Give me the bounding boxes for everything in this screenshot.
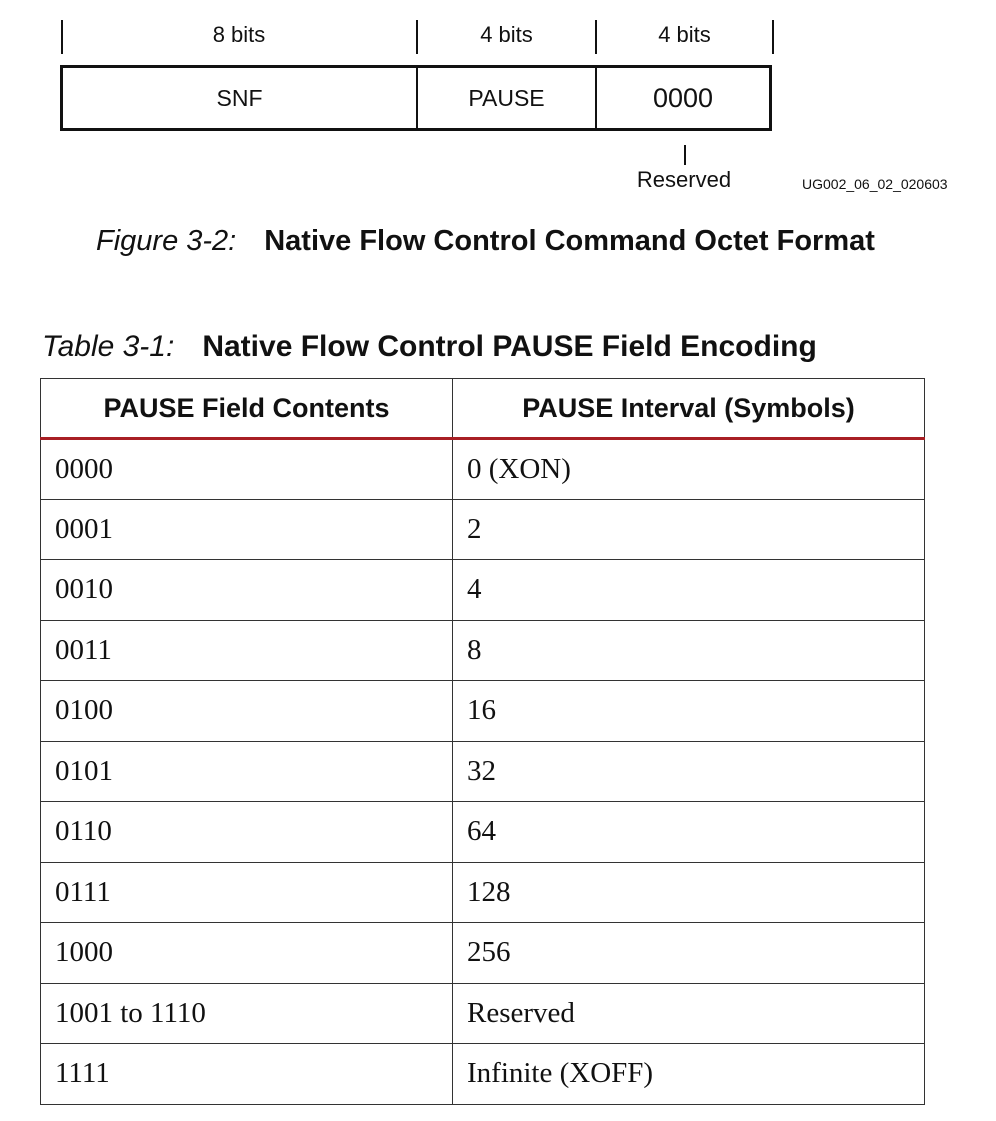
figure-caption-number: Figure 3-2:: [96, 225, 237, 257]
field-reserved-bits: 0000: [652, 82, 714, 113]
figure-caption: [96, 224, 875, 258]
cell-field-contents: 0100: [41, 681, 453, 742]
cell-interval: 16: [453, 681, 925, 742]
table-caption: [42, 330, 817, 364]
table-row: [41, 560, 925, 621]
table-row: [41, 620, 925, 681]
header-interval: PAUSE Interval (Symbols): [453, 379, 925, 439]
cell-interval: 4: [453, 560, 925, 621]
bits-label-snf: 8 bits: [212, 22, 266, 47]
reserved-label: Reserved: [636, 167, 732, 192]
table-caption-title: Native Flow Control PAUSE Field Encoding: [202, 330, 817, 363]
cell-field-contents: 0000: [41, 439, 453, 500]
cell-interval: Reserved: [453, 983, 925, 1044]
cell-field-contents: 0010: [41, 560, 453, 621]
table-row: [41, 1044, 925, 1105]
cell-interval: 256: [453, 923, 925, 984]
cell-interval: Infinite (XOFF): [453, 1044, 925, 1105]
cell-interval: 0 (XON): [453, 439, 925, 500]
cell-interval: 32: [453, 741, 925, 802]
cell-interval: 128: [453, 862, 925, 923]
field-pause: PAUSE: [468, 84, 545, 111]
header-field-contents: PAUSE Field Contents: [41, 379, 453, 439]
bits-label-pause: 4 bits: [480, 22, 533, 47]
table-row: [41, 741, 925, 802]
pause-encoding-table: [40, 378, 925, 1105]
octet-box: [60, 65, 772, 131]
cell-field-contents: 1001 to 1110: [41, 983, 453, 1044]
reserved-callout-line: [684, 145, 686, 165]
table-row: [41, 439, 925, 500]
bits-label-reserved: 4 bits: [658, 22, 711, 47]
cell-interval: 64: [453, 802, 925, 863]
figure-code: UG002_06_02_020603: [802, 176, 948, 192]
cell-field-contents: 1000: [41, 923, 453, 984]
cell-field-contents: 0110: [41, 802, 453, 863]
table-caption-number: Table 3-1:: [42, 330, 175, 363]
table-row: [41, 923, 925, 984]
table-row: [41, 802, 925, 863]
field-snf: SNF: [216, 84, 263, 111]
table-row: [41, 983, 925, 1044]
cell-field-contents: 0011: [41, 620, 453, 681]
cell-interval: 2: [453, 499, 925, 560]
cell-field-contents: 0101: [41, 741, 453, 802]
cell-field-contents: 0111: [41, 862, 453, 923]
table-row: [41, 499, 925, 560]
table-header-row: [41, 379, 925, 439]
octet-format-figure: [0, 0, 996, 200]
bit-boundary-tick: [772, 20, 774, 54]
table-row: [41, 681, 925, 742]
figure-caption-title: Native Flow Control Command Octet Format: [264, 225, 875, 257]
cell-field-contents: 1111: [41, 1044, 453, 1105]
cell-interval: 8: [453, 620, 925, 681]
cell-field-contents: 0001: [41, 499, 453, 560]
table-row: [41, 862, 925, 923]
